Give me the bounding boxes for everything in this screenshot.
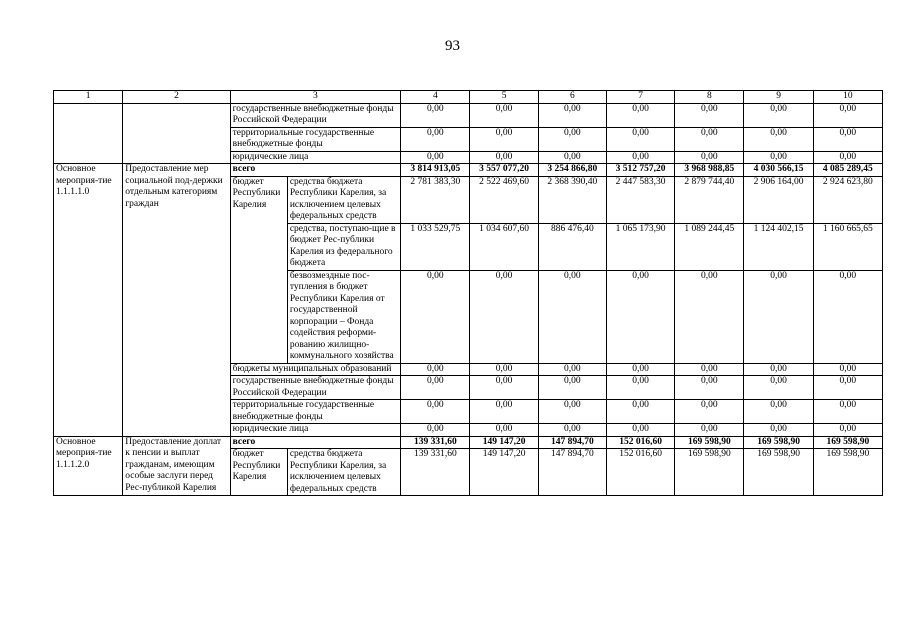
value-cell: 0,00 <box>401 376 470 400</box>
total-label: всего <box>230 164 401 177</box>
value-cell: 2 906 164,00 <box>744 176 813 223</box>
measure-code: Основное мероприя-тие 1.1.1.2.0 <box>54 436 123 496</box>
value-cell: 3 968 988,85 <box>675 164 744 177</box>
empty-code-cell <box>54 103 123 164</box>
source-label: государственные внебюджетные фонды Российской Федерации <box>230 376 401 400</box>
value-cell: 0,00 <box>744 400 813 424</box>
value-cell: 1 089 244,45 <box>675 223 744 270</box>
value-cell: 3 814 913,05 <box>401 164 470 177</box>
budget-label: бюджет Республики Карелия <box>230 176 287 363</box>
value-cell: 0,00 <box>401 127 470 151</box>
value-cell: 0,00 <box>744 363 813 376</box>
value-cell: 0,00 <box>606 151 674 164</box>
value-cell: 4 085 289,45 <box>813 164 882 177</box>
total-label: всего <box>230 436 401 449</box>
value-cell: 2 781 383,30 <box>401 176 470 223</box>
value-cell: 0,00 <box>401 151 470 164</box>
value-cell: 169 598,90 <box>744 436 813 449</box>
value-cell: 1 160 665,65 <box>813 223 882 270</box>
value-cell: 0,00 <box>606 270 674 363</box>
value-cell: 0,00 <box>538 103 606 127</box>
column-header: 7 <box>606 91 674 104</box>
column-header: 1 <box>54 91 123 104</box>
value-cell: 0,00 <box>401 400 470 424</box>
value-cell: 3 557 077,20 <box>470 164 538 177</box>
value-cell: 0,00 <box>744 424 813 437</box>
value-cell: 139 331,60 <box>401 436 470 449</box>
value-cell: 0,00 <box>675 400 744 424</box>
value-cell: 0,00 <box>538 151 606 164</box>
funding-source-label: средства, поступаю-щие в бюджет Рес-публики Карелия из федерального бюджета <box>287 223 400 270</box>
value-cell: 147 894,70 <box>538 436 606 449</box>
value-cell: 147 894,70 <box>538 449 606 496</box>
value-cell: 0,00 <box>675 376 744 400</box>
value-cell: 2 924 623,80 <box>813 176 882 223</box>
value-cell: 0,00 <box>813 127 882 151</box>
value-cell: 169 598,90 <box>675 436 744 449</box>
budget-label: бюджет Республики Карелия <box>230 449 287 496</box>
value-cell: 0,00 <box>538 270 606 363</box>
measure-total-row <box>54 436 883 449</box>
value-cell: 2 522 469,60 <box>470 176 538 223</box>
value-cell: 0,00 <box>813 103 882 127</box>
value-cell: 0,00 <box>470 400 538 424</box>
value-cell: 0,00 <box>675 424 744 437</box>
value-cell: 169 598,90 <box>813 449 882 496</box>
value-cell: 2 879 744,40 <box>675 176 744 223</box>
funding-source-label: средства бюджета Республики Карелия, за исключением целевых федеральных средств <box>287 449 400 496</box>
value-cell: 149 147,20 <box>470 449 538 496</box>
value-cell: 0,00 <box>470 363 538 376</box>
value-cell: 0,00 <box>675 151 744 164</box>
value-cell: 0,00 <box>606 400 674 424</box>
value-cell: 0,00 <box>470 424 538 437</box>
value-cell: 4 030 566,15 <box>744 164 813 177</box>
page-number: 93 <box>445 38 460 54</box>
measure-name: Предоставление доплат к пенсии и выплат гражданам, имеющим особые заслуги перед Рес-публикой Карелия <box>123 436 230 496</box>
column-header: 4 <box>401 91 470 104</box>
value-cell: 886 476,40 <box>538 223 606 270</box>
value-cell: 0,00 <box>744 151 813 164</box>
value-cell: 0,00 <box>470 376 538 400</box>
value-cell: 0,00 <box>470 127 538 151</box>
funding-source-label: безвозмездные пос-тупления в бюджет Республики Карелия от государственной корпорации – Фонда содействия реформи-рованию жилищно-коммунального хозяйства <box>287 270 400 363</box>
measure-code: Основное мероприя-тие 1.1.1.1.0 <box>54 164 123 437</box>
empty-name-cell <box>123 103 230 164</box>
value-cell: 3 512 757,20 <box>606 164 674 177</box>
value-cell: 0,00 <box>813 363 882 376</box>
value-cell: 1 124 402,15 <box>744 223 813 270</box>
value-cell: 0,00 <box>538 376 606 400</box>
value-cell: 0,00 <box>538 400 606 424</box>
column-header: 9 <box>744 91 813 104</box>
column-header: 6 <box>538 91 606 104</box>
value-cell: 0,00 <box>401 363 470 376</box>
value-cell: 0,00 <box>470 151 538 164</box>
value-cell: 0,00 <box>538 424 606 437</box>
value-cell: 1 034 607,60 <box>470 223 538 270</box>
value-cell: 3 254 866,80 <box>538 164 606 177</box>
value-cell: 0,00 <box>744 127 813 151</box>
value-cell: 169 598,90 <box>813 436 882 449</box>
value-cell: 0,00 <box>401 103 470 127</box>
value-cell: 0,00 <box>675 270 744 363</box>
value-cell: 0,00 <box>813 270 882 363</box>
value-cell: 0,00 <box>744 376 813 400</box>
source-label: юридические лица <box>230 424 401 437</box>
header-row <box>54 91 883 104</box>
source-label: государственные внебюджетные фонды Российской Федерации <box>230 103 401 127</box>
value-cell: 2 447 583,30 <box>606 176 674 223</box>
value-cell: 0,00 <box>606 424 674 437</box>
source-label: юридические лица <box>230 151 401 164</box>
value-cell: 1 033 529,75 <box>401 223 470 270</box>
value-cell: 0,00 <box>606 363 674 376</box>
value-cell: 0,00 <box>675 127 744 151</box>
budget-table <box>53 90 883 496</box>
value-cell: 0,00 <box>470 103 538 127</box>
value-cell: 169 598,90 <box>744 449 813 496</box>
measure-total-row <box>54 164 883 177</box>
source-label: территориальные государственные внебюджетные фонды <box>230 400 401 424</box>
value-cell: 0,00 <box>813 151 882 164</box>
value-cell: 169 598,90 <box>675 449 744 496</box>
value-cell: 149 147,20 <box>470 436 538 449</box>
value-cell: 0,00 <box>813 376 882 400</box>
funding-source-label: средства бюджета Республики Карелия, за исключением целевых федеральных средств <box>287 176 400 223</box>
value-cell: 0,00 <box>744 103 813 127</box>
value-cell: 0,00 <box>401 270 470 363</box>
value-cell: 0,00 <box>606 376 674 400</box>
source-label: территориальные государственные внебюджетные фонды <box>230 127 401 151</box>
value-cell: 0,00 <box>813 424 882 437</box>
source-label: бюджеты муниципальных образований <box>230 363 401 376</box>
value-cell: 0,00 <box>470 270 538 363</box>
value-cell: 0,00 <box>606 127 674 151</box>
column-header: 5 <box>470 91 538 104</box>
value-cell: 0,00 <box>538 127 606 151</box>
value-cell: 139 331,60 <box>401 449 470 496</box>
column-header: 10 <box>813 91 882 104</box>
value-cell: 2 368 390,40 <box>538 176 606 223</box>
table-row <box>54 103 883 127</box>
value-cell: 1 065 173,90 <box>606 223 674 270</box>
column-header: 3 <box>230 91 401 104</box>
value-cell: 0,00 <box>675 103 744 127</box>
value-cell: 0,00 <box>813 400 882 424</box>
value-cell: 0,00 <box>606 103 674 127</box>
value-cell: 0,00 <box>401 424 470 437</box>
column-header: 2 <box>123 91 230 104</box>
measure-name: Предоставление мер социальной под-держки отдельным категориям граждан <box>123 164 230 437</box>
value-cell: 152 016,60 <box>606 449 674 496</box>
value-cell: 0,00 <box>675 363 744 376</box>
value-cell: 152 016,60 <box>606 436 674 449</box>
value-cell: 0,00 <box>744 270 813 363</box>
value-cell: 0,00 <box>538 363 606 376</box>
column-header: 8 <box>675 91 744 104</box>
